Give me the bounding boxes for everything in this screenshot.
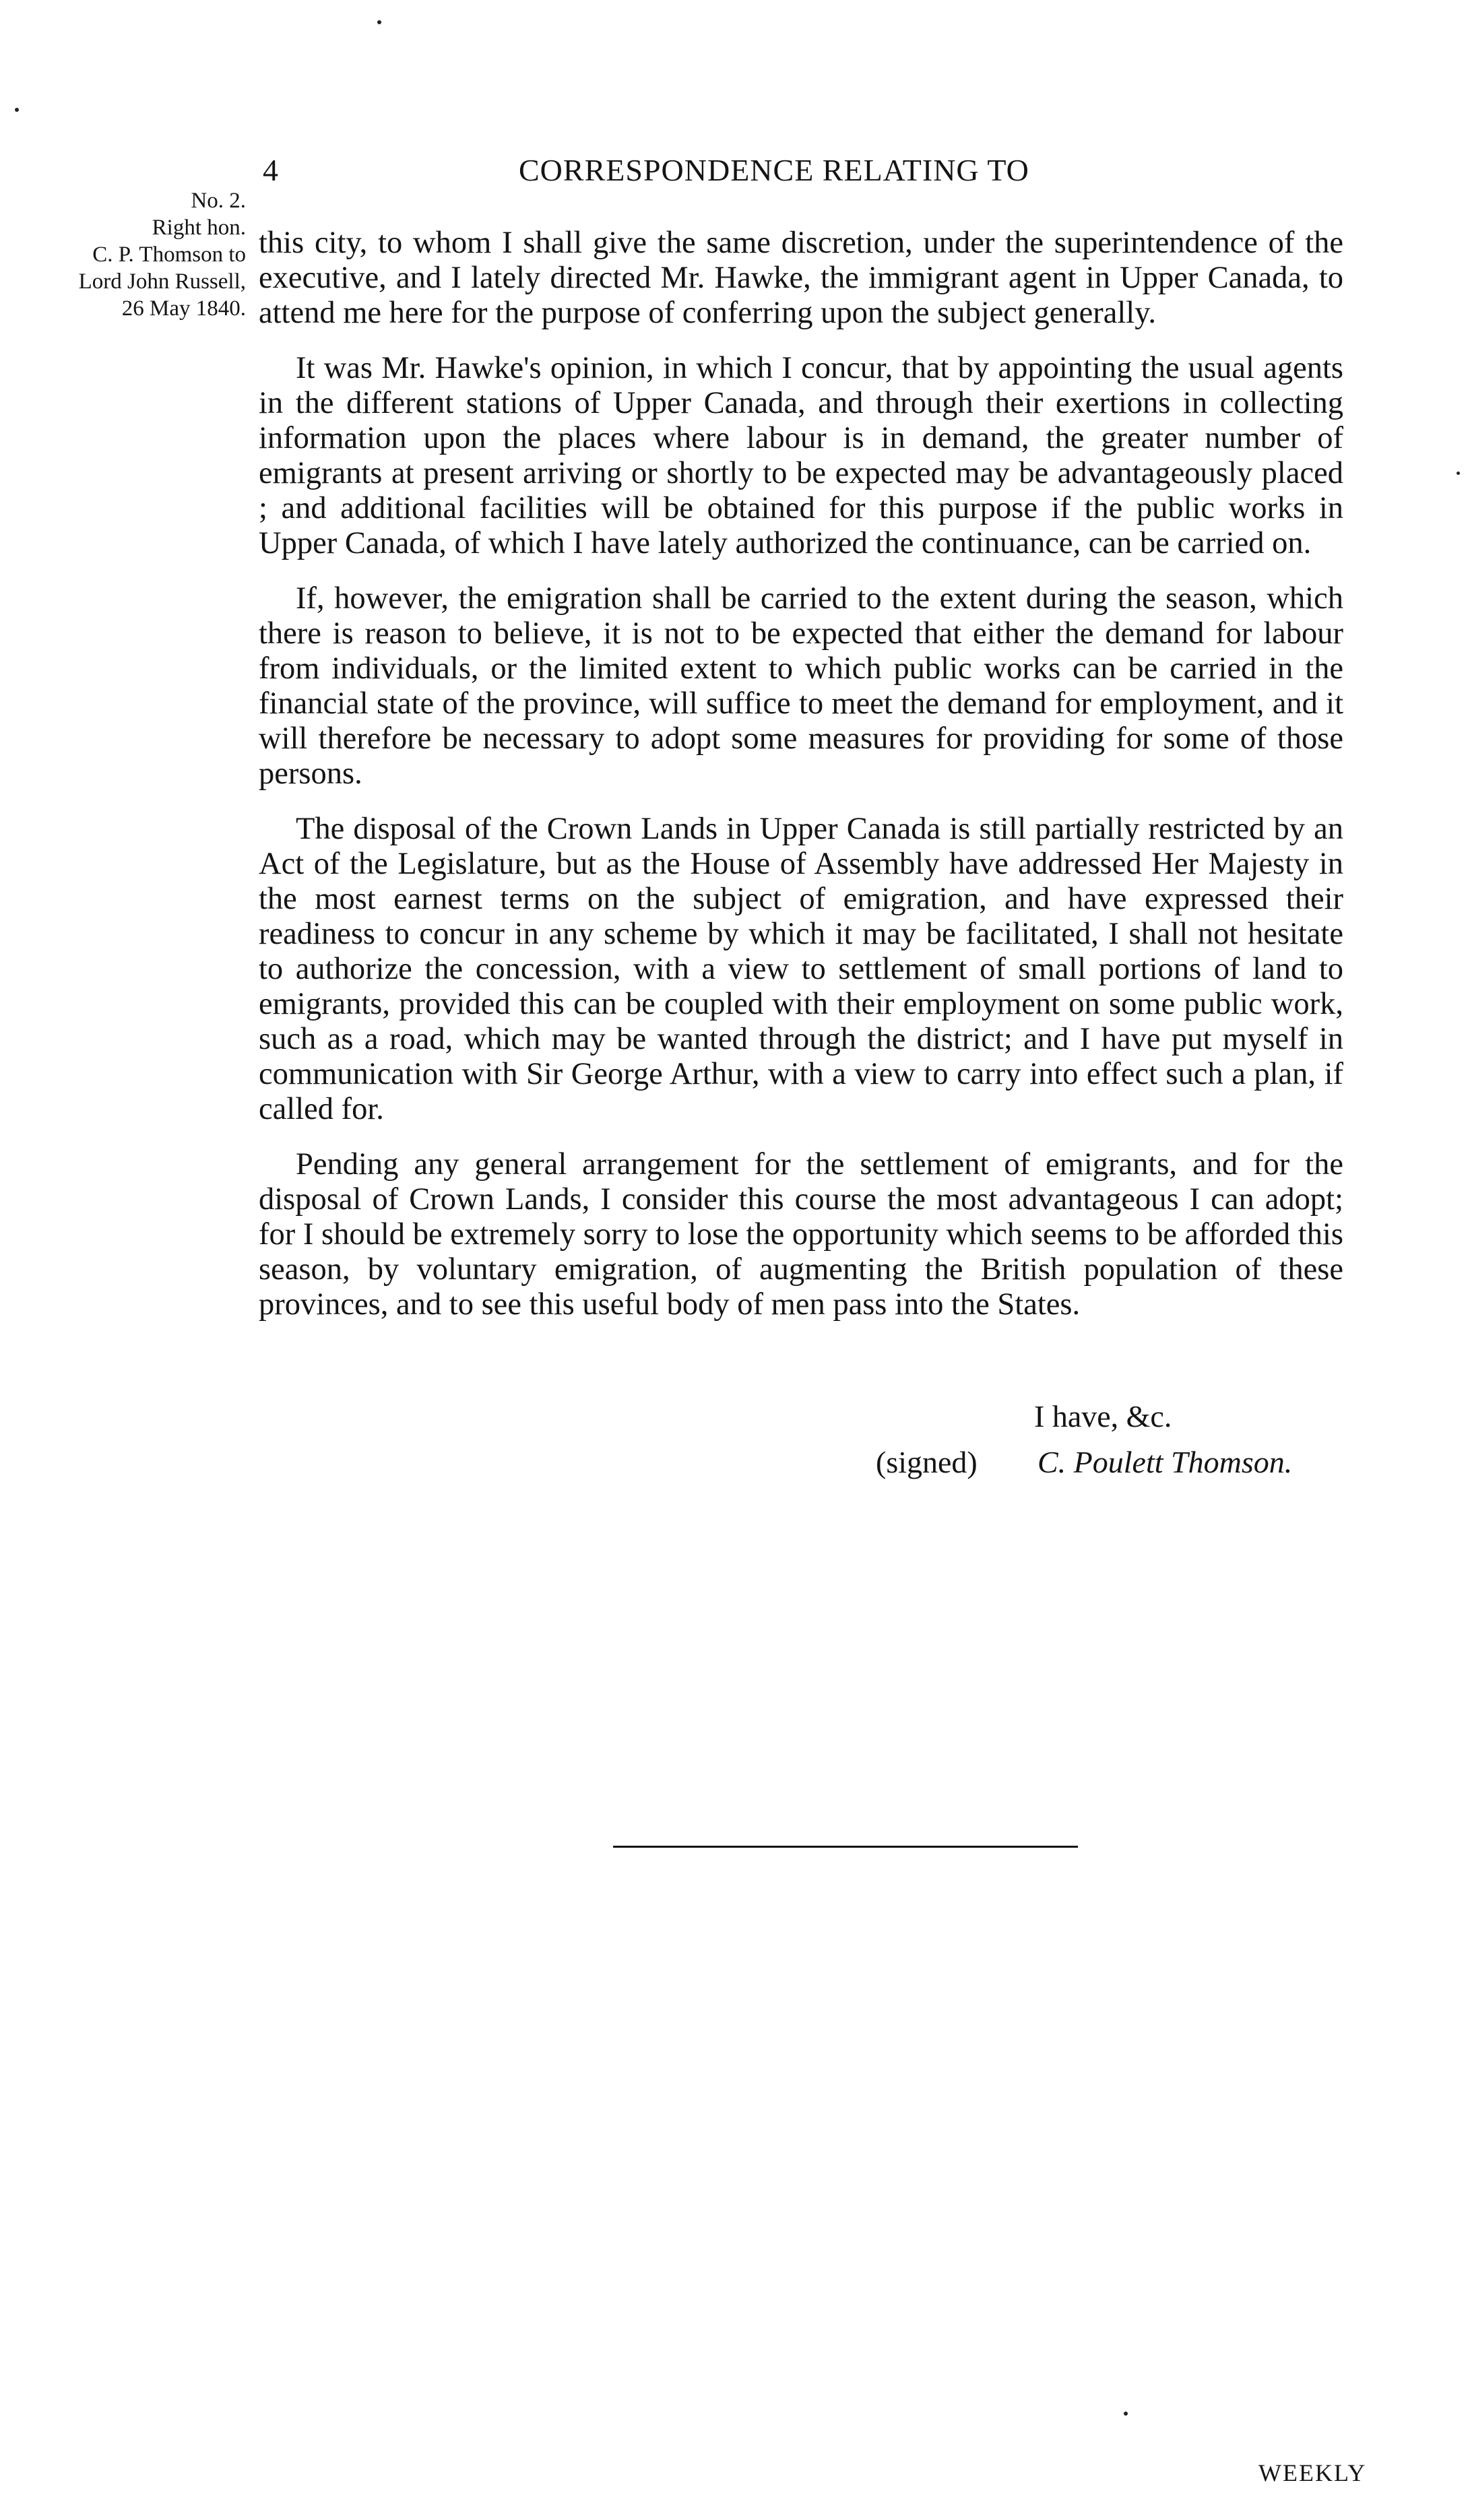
scan-speck xyxy=(377,20,381,24)
page-number: 4 xyxy=(263,153,278,187)
margin-note-line: C. P. Thomson to xyxy=(92,243,246,267)
running-title: CORRESPONDENCE RELATING TO xyxy=(519,153,1029,187)
paragraph: Pending any general arrangement for the settlement of emigrants, and for the disposal of Crown Lands, I consider this course the most advantageous I can adopt; for I should be extremely sorry to lose the opportunity which seems to be afforded this season, by voluntary emigration, of augmenting the British population of these provinces, and to see this useful body of men pass into the States. xyxy=(259,1147,1343,1322)
section-rule xyxy=(613,1846,1078,1848)
margin-note-line: 26 May 1840. xyxy=(121,296,246,321)
catchword: WEEKLY xyxy=(1258,2459,1367,2486)
margin-note-line: Lord John Russell, xyxy=(78,269,246,294)
scan-speck xyxy=(15,108,19,112)
margin-note xyxy=(13,187,246,322)
margin-note-line: No. 2. xyxy=(191,189,246,213)
signed-label: (signed) xyxy=(876,1445,978,1479)
scan-speck xyxy=(1457,472,1460,475)
signature: C. Poulett Thomson. xyxy=(1037,1445,1293,1479)
scan-speck xyxy=(1124,2412,1128,2416)
paragraph: It was Mr. Hawke's opinion, in which I concur, that by appointing the usual agents in the different stations of Upper Canada, and through their exertions in collecting information upon the places where labour is in demand, the greater number of emigrants at present arriving or shortly to be expected may be advantageously placed ; and additional facilities will be obtained for this purpose if the public works in Upper Canada, of which I have lately authorized the continuance, can be carried on. xyxy=(259,351,1343,560)
paragraph: If, however, the emigration shall be carried to the extent during the season, which there is reason to believe, it is not to be expected that either the demand for labour from individuals, or the limited extent to which public works can be carried in the financial state of the province, will suffice to meet the demand for employment, and it will therefore be necessary to adopt some measures for providing for some of those persons. xyxy=(259,581,1343,791)
paragraph: this city, to whom I shall give the same discretion, under the superintendence of the executive, and I lately directed Mr. Hawke, the immigrant agent in Upper Canada, to attend me here for the purpose of conferring upon the subject generally. xyxy=(259,226,1343,330)
margin-note-line: Right hon. xyxy=(152,216,246,240)
letter-body xyxy=(259,226,1343,1343)
paragraph: The disposal of the Crown Lands in Upper Canada is still partially restricted by an Act of the Legislature, but as the House of Assembly have addressed Her Majesty in the most earnest terms on the subject of emigration, and have expressed their readiness to concur in any scheme by which it may be facilitated, I shall not hesitate to authorize the concession, with a view to settlement of small portions of land to emigrants, provided this can be coupled with their employment on some public work, such as a road, which may be wanted through the district; and I have put myself in communication with Sir George Arthur, with a view to carry into effect such a plan, if called for. xyxy=(259,812,1343,1126)
closing-salutation: I have, &c. xyxy=(1034,1399,1172,1433)
